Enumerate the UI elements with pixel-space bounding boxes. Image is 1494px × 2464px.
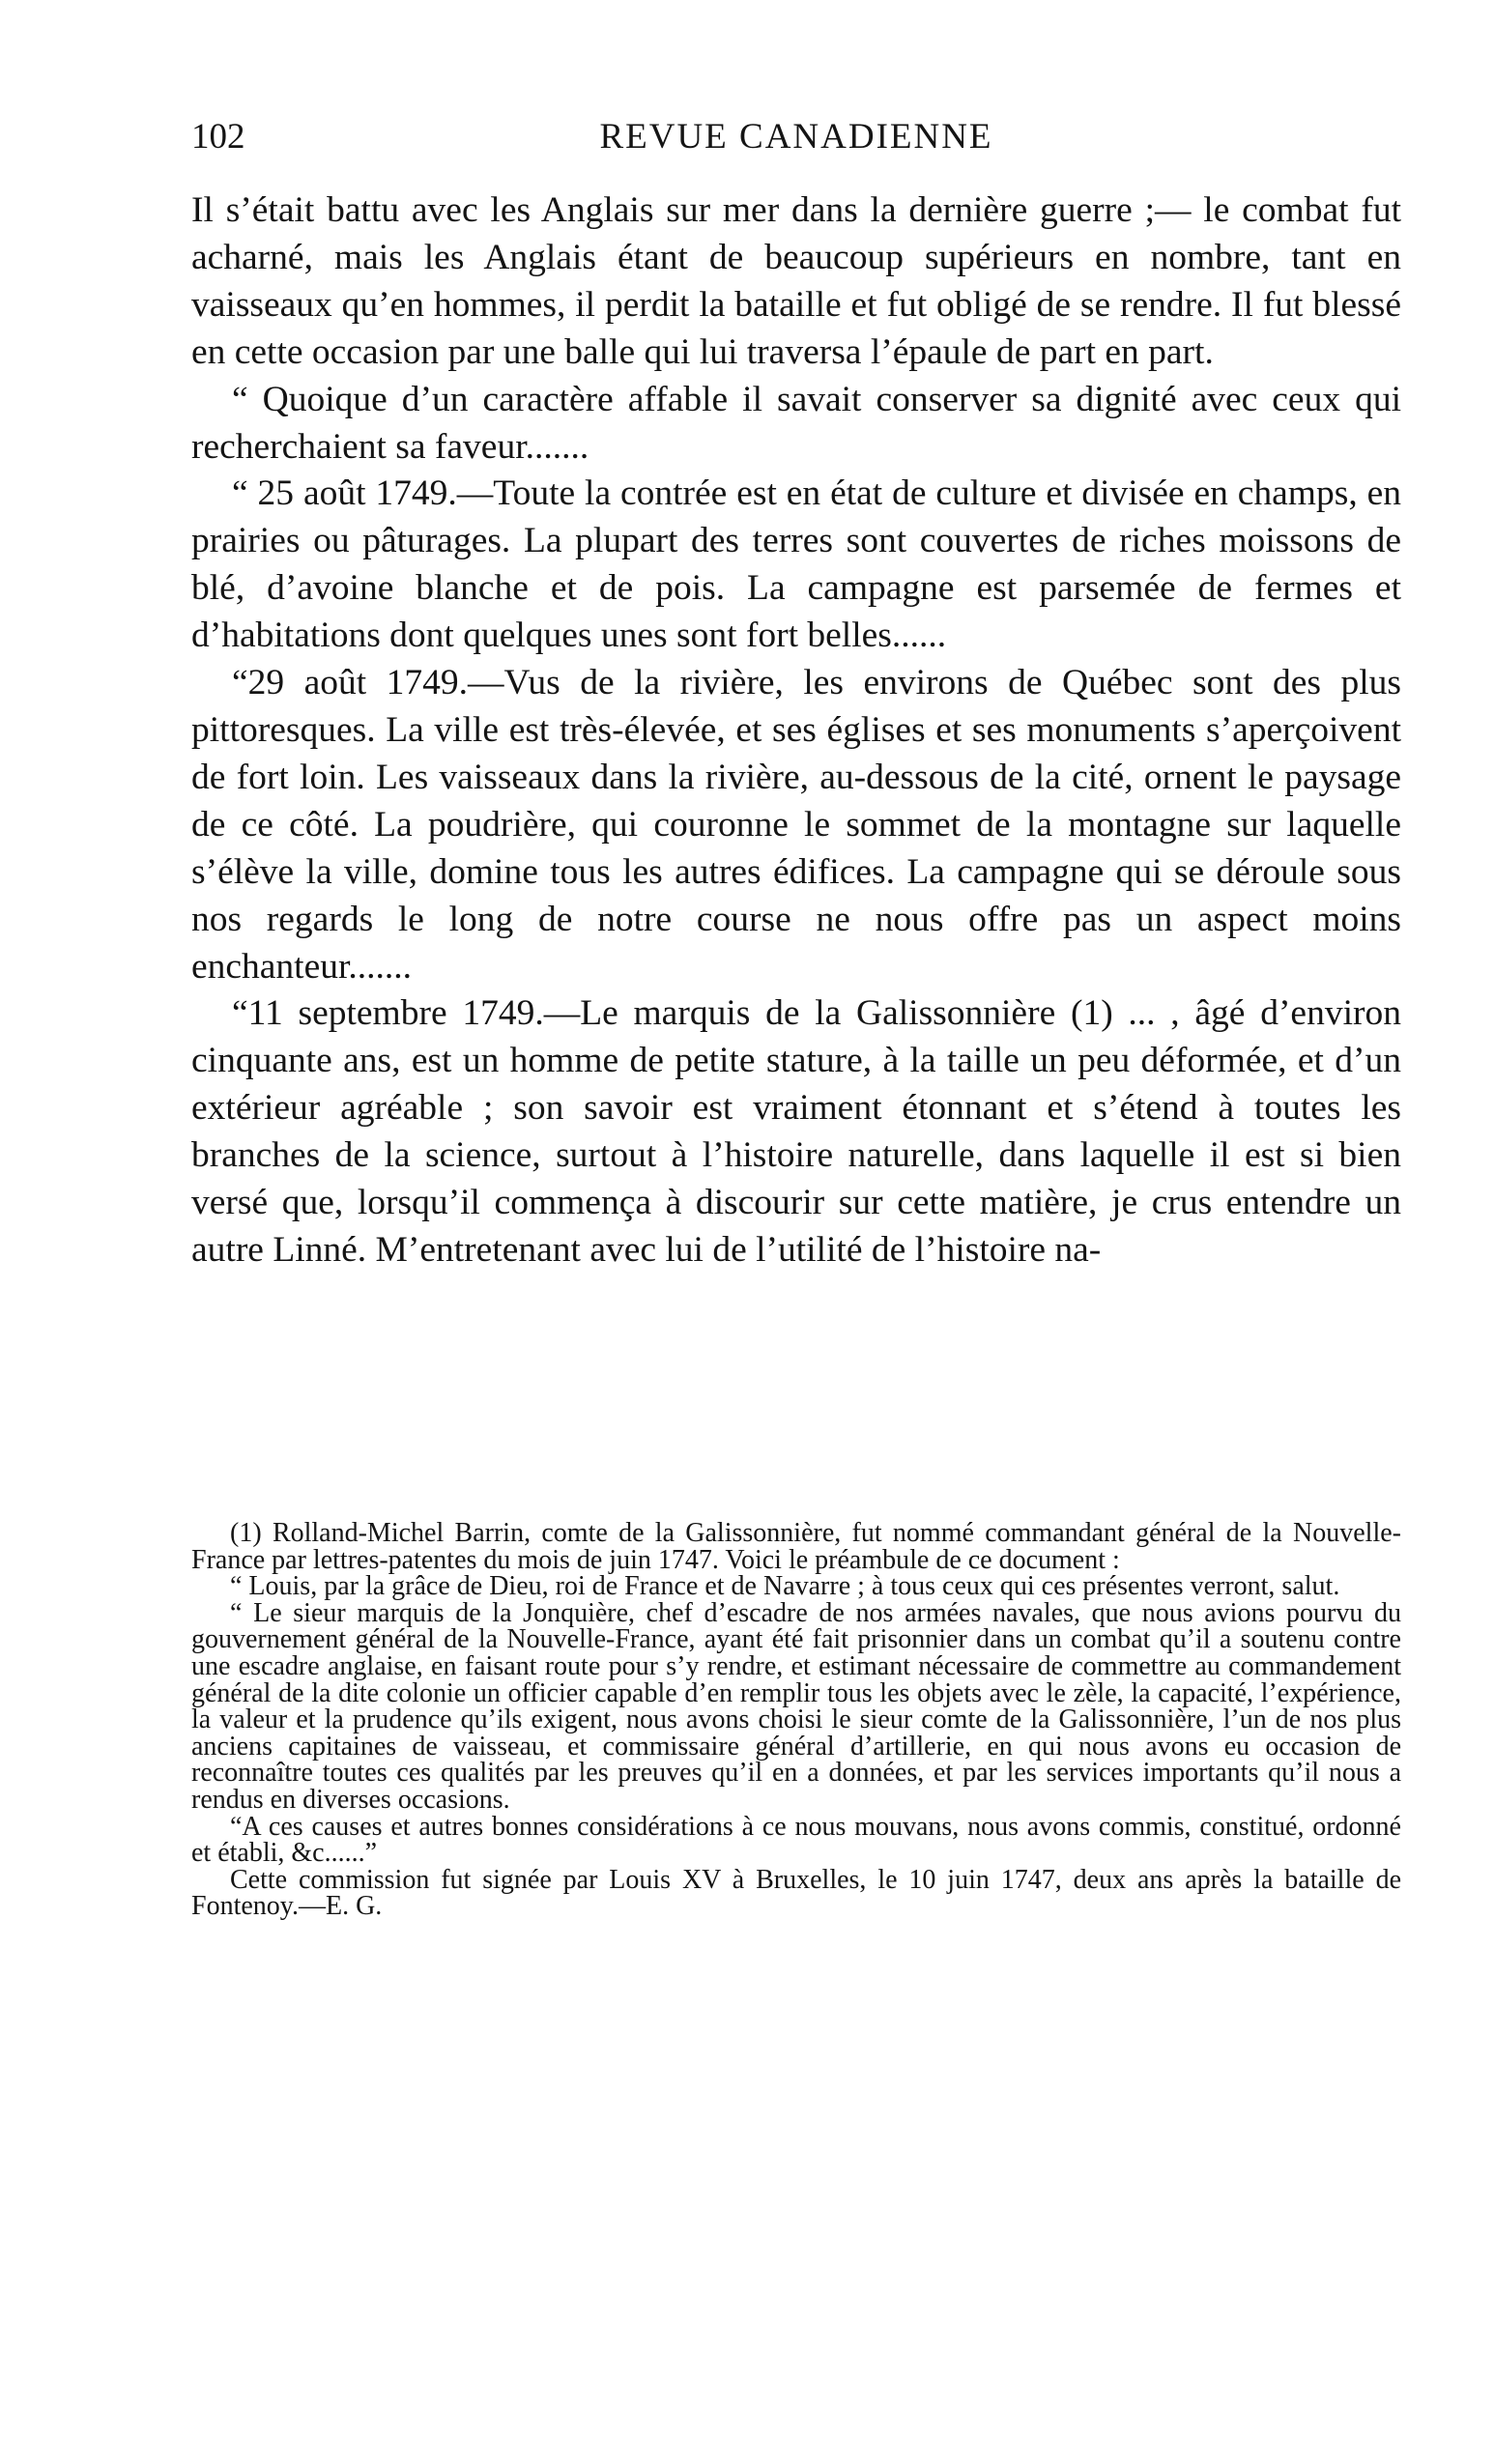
page-number: 102 bbox=[191, 117, 245, 157]
body-paragraph: “ Quoique d’un caractère affable il savait conserver sa dignité avec ceux qui recherchaient sa faveur....... bbox=[191, 379, 1401, 467]
body-paragraph: Il s’était battu avec les Anglais sur mer dans la dernière guerre ;— le combat fut acharné, mais les Anglais étant de beaucoup supérieurs en nombre, tant en vaisseaux qu’en hommes, il perdit la bataille et fut obligé de se rendre. Il fut blessé en cette occasion par une balle qui lui traversa l’épaule de part en part. bbox=[191, 190, 1401, 372]
body-text bbox=[191, 187, 1401, 1275]
body-paragraph: “29 août 1749.—Vus de la rivière, les environs de Québec sont des plus pittoresques. La ville est très-élevée, et ses églises et ses monuments s’aperçoivent de fort loin. Les vaisseaux dans la rivière, au-dessous de la cité, ornent le paysage de ce côté. La poudrière, qui couronne le sommet de la montagne sur laquelle s’élève la ville, domine tous les autres édifices. La campagne qui se déroule sous nos regards le long de notre course ne nous offre pas un aspect moins enchanteur....... bbox=[191, 663, 1401, 987]
footnote-paragraph: “A ces causes et autres bonnes considérations à ce nous mouvans, nous avons commis, constitué, ordonné et établi, &c......” bbox=[191, 1811, 1401, 1869]
body-paragraph: “11 septembre 1749.—Le marquis de la Galissonnière (1) ... , âgé d’environ cinquante ans, est un homme de petite stature, à la taille un peu déformée, et d’un extérieur agréable ; son savoir est vraiment étonnant et s’étend à toutes les branches de la science, surtout à l’histoire naturelle, dans laquelle il est si bien versé que, lorsqu’il commença à discourir sur cette matière, je crus entendre un autre Linné. M’entretenant avec lui de l’utilité de l’histoire na- bbox=[191, 993, 1401, 1270]
body-paragraph: “ 25 août 1749.—Toute la contrée est en état de culture et divisée en champs, en prairies ou pâturages. La plupart des terres sont couvertes de riches moissons de blé, d’avoine blanche et de pois. La campagne est parsemée de fermes et d’habitations dont quelques unes sont fort belles...... bbox=[191, 473, 1401, 656]
footnote-paragraph: Cette commission fut signée par Louis XV à Bruxelles, le 10 juin 1747, deux ans après la bataille de Fontenoy.—E. G. bbox=[191, 1864, 1401, 1922]
running-title: REVUE CANADIENNE bbox=[599, 117, 993, 157]
footnotes bbox=[191, 1520, 1401, 1920]
page-header bbox=[191, 114, 1401, 160]
footnote-paragraph: “ Le sieur marquis de la Jonquière, chef d’escadre de nos armées navales, que nous avions pourvu du gouvernement général de la Nouvelle-France, ayant été fait prisonnier dans un combat qu’il a soutenu contre une escadre anglaise, en faisant route pour s’y rendre, et estimant nécessaire de commettre au commandement général de la dite colonie un officier capable d’en remplir tous les objets avec le zèle, la capacité, l’expérience, la valeur et la prudence qu’ils exigent, nous avons choisi le sieur comte de la Galissonnière, l’un de nos plus anciens capitaines de vaisseau, et commissaire général d’artillerie, en qui nous avons eu occasion de reconnaître toutes ces qualités par les preuves qu’il en a données, et par les services importants qu’il nous a rendus en diverses occasions. bbox=[191, 1597, 1401, 1815]
document-page bbox=[191, 0, 1401, 2464]
footnote-paragraph: (1) Rolland-Michel Barrin, comte de la Galissonnière, fut nommé commandant général de la Nouvelle-France par lettres-patentes du mois de juin 1747. Voici le préambule de ce document : bbox=[191, 1518, 1401, 1575]
footnote-paragraph: “ Louis, par la grâce de Dieu, roi de France et de Navarre ; à tous ceux qui ces présentes verront, salut. bbox=[230, 1571, 1340, 1602]
